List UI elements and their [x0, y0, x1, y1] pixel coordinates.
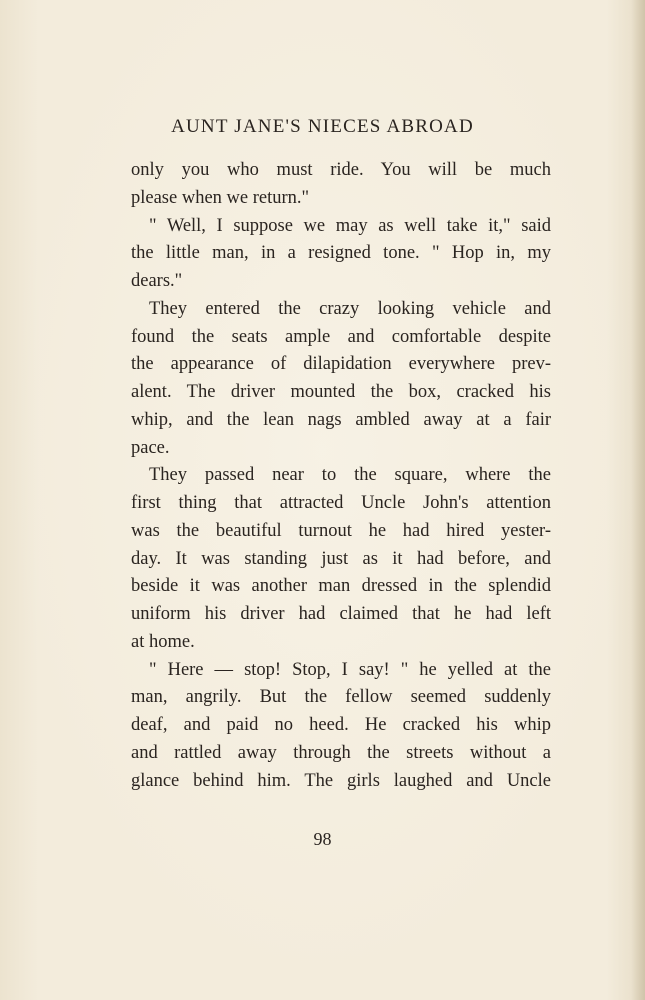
text-line: the appearance of dilapidation everywhere prev- [131, 354, 551, 375]
text-line: " Here — stop! Stop, I say! " he yelled at the [149, 659, 551, 680]
text-line: pace. [131, 437, 170, 458]
running-head: AUNT JANE'S NIECES ABROAD [171, 116, 474, 137]
text-line: only you who must ride. You will be much [131, 160, 551, 180]
text-line: was the beautiful turnout he had hired yester- [131, 520, 551, 541]
text-line: day. It was standing just as it had before, and [131, 548, 551, 569]
text-line: first thing that attracted Uncle John's attention [131, 493, 551, 513]
text-line: uniform his driver had claimed that he had left [131, 604, 551, 624]
text-line: man, angrily. But the fellow seemed suddenly [131, 687, 551, 708]
text-line: please when we return." [131, 187, 310, 208]
text-line: at home. [131, 631, 195, 652]
body-text [131, 157, 551, 795]
text-line: the little man, in a resigned tone. " Hop in, my [131, 243, 551, 264]
text-line: whip, and the lean nags ambled away at a fair [131, 409, 551, 430]
text-line: dears." [131, 271, 183, 291]
text-line: glance behind him. The girls laughed and Uncle [131, 770, 551, 791]
text-line: " Well, I suppose we may as well take it," said [149, 215, 551, 236]
text-line: found the seats ample and comfortable despite [131, 326, 551, 347]
text-line: deaf, and paid no heed. He cracked his whip [131, 715, 551, 735]
text-line: alent. The driver mounted the box, cracked his [131, 382, 551, 402]
text-line: They entered the crazy looking vehicle and [149, 298, 551, 319]
page-number: 98 [313, 829, 332, 849]
text-line: and rattled away through the streets without a [131, 742, 551, 763]
text-line: beside it was another man dressed in the splendid [131, 576, 551, 597]
page-edge-shadow [631, 0, 645, 1000]
text-line: They passed near to the square, where the [149, 465, 551, 486]
